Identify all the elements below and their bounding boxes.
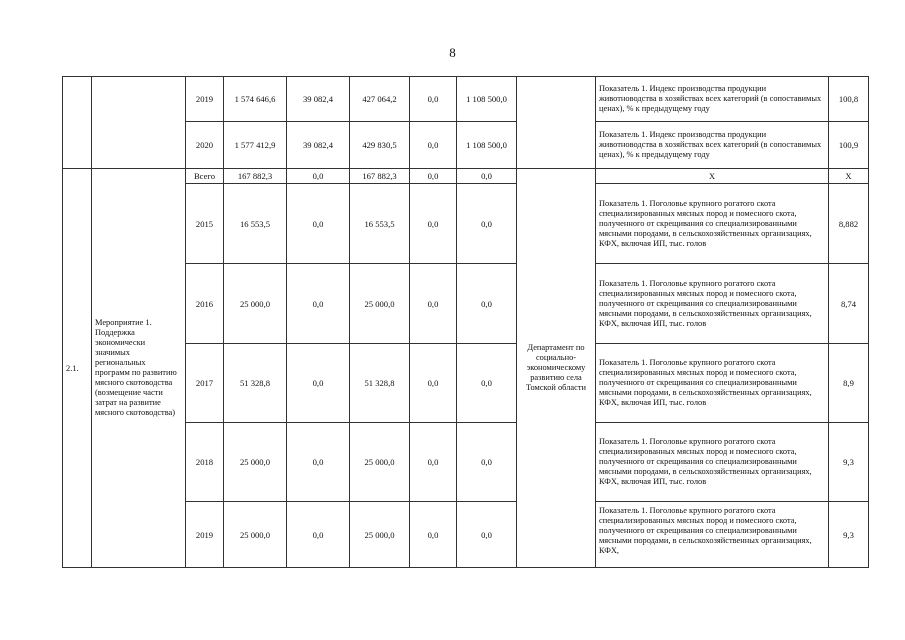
indicator-cell: Показатель 1. Поголовье крупного рогатого скота специализированных мясных пород и помесного скота, полученного от скрещивания со специализированными мясными породами, в сельскохозяйственных организациях, КФХ, bbox=[596, 502, 829, 568]
program-table bbox=[62, 76, 869, 568]
year-cell: Всего bbox=[186, 169, 224, 184]
total-cell: 167 882,3 bbox=[224, 169, 287, 184]
federal-cell: 0,0 bbox=[287, 184, 350, 264]
year-cell: 2020 bbox=[186, 122, 224, 169]
federal-cell: 0,0 bbox=[287, 423, 350, 502]
table-row bbox=[63, 77, 869, 122]
other-cell: 0,0 bbox=[457, 344, 517, 423]
value-cell: 8,882 bbox=[829, 184, 869, 264]
value-cell: 9,3 bbox=[829, 423, 869, 502]
federal-cell: 39 082,4 bbox=[287, 122, 350, 169]
measure-executor: Департамент по социально-экономическому развитию села Томской области bbox=[517, 169, 596, 568]
year-cell: 2017 bbox=[186, 344, 224, 423]
total-cell: 1 574 646,6 bbox=[224, 77, 287, 122]
total-cell: 16 553,5 bbox=[224, 184, 287, 264]
regional-cell: 25 000,0 bbox=[350, 423, 410, 502]
other-cell: 0,0 bbox=[457, 264, 517, 344]
value-cell: 8,9 bbox=[829, 344, 869, 423]
value-cell: 9,3 bbox=[829, 502, 869, 568]
measure-number: 2.1. bbox=[63, 169, 92, 568]
indicator-cell: Показатель 1. Поголовье крупного рогатого скота специализированных мясных пород и помесного скота, полученного от скрещивания со специализированными мясными породами, в сельскохозяйственных организациях, КФХ, включая ИП, тыс. голов bbox=[596, 184, 829, 264]
local-cell: 0,0 bbox=[410, 502, 457, 568]
federal-cell: 0,0 bbox=[287, 344, 350, 423]
number-cell-empty bbox=[63, 77, 92, 169]
indicator-cell: Показатель 1. Поголовье крупного рогатого скота специализированных мясных пород и помесного скота, полученного от скрещивания со специализированными мясными породами, в сельскохозяйственных организациях, КФХ, включая ИП, тыс. голов bbox=[596, 423, 829, 502]
federal-cell: 0,0 bbox=[287, 502, 350, 568]
other-cell: 0,0 bbox=[457, 169, 517, 184]
regional-cell: 51 328,8 bbox=[350, 344, 410, 423]
page-number: 8 bbox=[449, 45, 456, 60]
indicator-cell: Показатель 1. Поголовье крупного рогатого скота специализированных мясных пород и помесного скота, полученного от скрещивания со специализированными мясными породами, в сельскохозяйственных организациях, КФХ, включая ИП, тыс. голов bbox=[596, 344, 829, 423]
local-cell: 0,0 bbox=[410, 344, 457, 423]
local-cell: 0,0 bbox=[410, 122, 457, 169]
value-cell: 100,9 bbox=[829, 122, 869, 169]
regional-cell: 25 000,0 bbox=[350, 502, 410, 568]
year-cell: 2018 bbox=[186, 423, 224, 502]
local-cell: 0,0 bbox=[410, 264, 457, 344]
other-cell: 1 108 500,0 bbox=[457, 77, 517, 122]
regional-cell: 429 830,5 bbox=[350, 122, 410, 169]
value-cell: X bbox=[829, 169, 869, 184]
executor-cell-empty bbox=[517, 77, 596, 169]
federal-cell: 0,0 bbox=[287, 264, 350, 344]
regional-cell: 16 553,5 bbox=[350, 184, 410, 264]
local-cell: 0,0 bbox=[410, 169, 457, 184]
other-cell: 1 108 500,0 bbox=[457, 122, 517, 169]
indicator-cell: X bbox=[596, 169, 829, 184]
regional-cell: 25 000,0 bbox=[350, 264, 410, 344]
measure-name: Мероприятие 1. Поддержка экономически значимых региональных программ по развитию мясного скотоводства (возмещение части затрат на развитие мясного скотоводства) bbox=[92, 169, 186, 568]
local-cell: 0,0 bbox=[410, 423, 457, 502]
indicator-cell: Показатель 1. Поголовье крупного рогатого скота специализированных мясных пород и помесного скота, полученного от скрещивания со специализированными мясными породами, в сельскохозяйственных организациях, КФХ, включая ИП, тыс. голов bbox=[596, 264, 829, 344]
other-cell: 0,0 bbox=[457, 502, 517, 568]
name-cell-empty bbox=[92, 77, 186, 169]
total-cell: 1 577 412,9 bbox=[224, 122, 287, 169]
table-row bbox=[63, 169, 869, 184]
local-cell: 0,0 bbox=[410, 77, 457, 122]
other-cell: 0,0 bbox=[457, 184, 517, 264]
local-cell: 0,0 bbox=[410, 184, 457, 264]
total-cell: 25 000,0 bbox=[224, 502, 287, 568]
federal-cell: 39 082,4 bbox=[287, 77, 350, 122]
regional-cell: 167 882,3 bbox=[350, 169, 410, 184]
indicator-cell: Показатель 1. Индекс производства продукции животноводства в хозяйствах всех категорий (в сопоставимых ценах), % к предыдущему году bbox=[596, 122, 829, 169]
total-cell: 51 328,8 bbox=[224, 344, 287, 423]
total-cell: 25 000,0 bbox=[224, 423, 287, 502]
year-cell: 2019 bbox=[186, 502, 224, 568]
year-cell: 2016 bbox=[186, 264, 224, 344]
total-cell: 25 000,0 bbox=[224, 264, 287, 344]
federal-cell: 0,0 bbox=[287, 169, 350, 184]
indicator-cell: Показатель 1. Индекс производства продукции животноводства в хозяйствах всех категорий (в сопоставимых ценах), % к предыдущему году bbox=[596, 77, 829, 122]
year-cell: 2015 bbox=[186, 184, 224, 264]
regional-cell: 427 064,2 bbox=[350, 77, 410, 122]
year-cell: 2019 bbox=[186, 77, 224, 122]
value-cell: 8,74 bbox=[829, 264, 869, 344]
other-cell: 0,0 bbox=[457, 423, 517, 502]
value-cell: 100,8 bbox=[829, 77, 869, 122]
